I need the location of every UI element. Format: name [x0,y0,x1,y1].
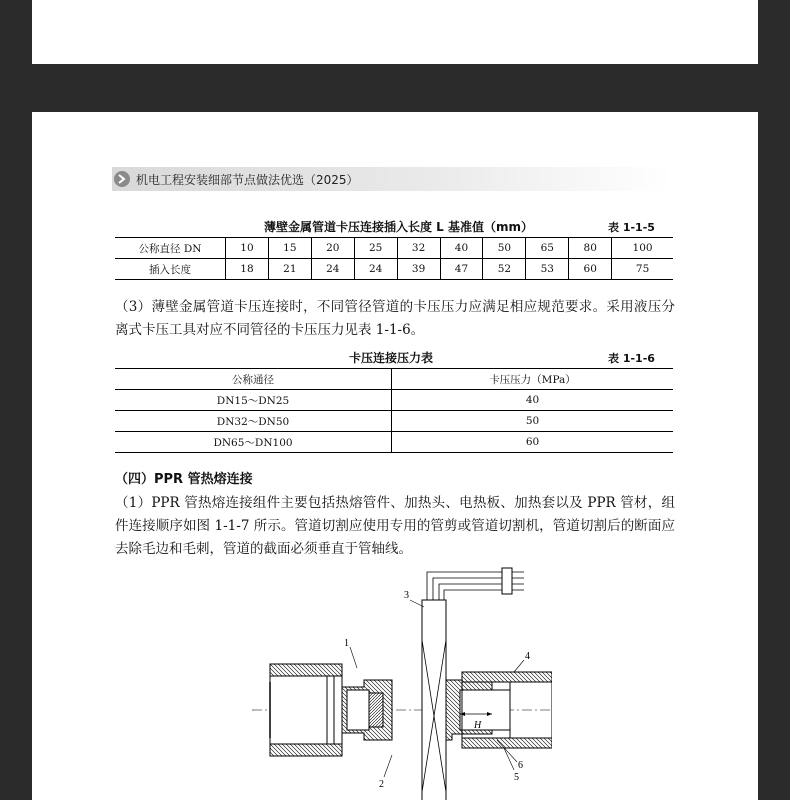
running-title: 机电工程安装细部节点做法优选（2025） [136,172,359,187]
heating-head [342,680,392,740]
table1-caption: 薄壁金属管道卡压连接插入长度 L 基准值（mm） [264,220,534,234]
paragraph-ppr-fusion: （1）PPR 管热熔连接组件主要包括热熔管件、加热头、电热板、加热套以及 PPR 管材，组件连接顺序如图 1-1-7 所示。管道切割应使用专用的管剪或管道切割机，管道切割后的断面应去除毛边和毛刺，管道的截面必须垂直于管轴线。 [115,495,675,557]
table1-cell: 47 [440,259,483,280]
arrow-right-icon [114,171,130,187]
table2-header-cell: 卡压压力（MPa） [392,369,674,390]
paragraph-kaya-pressure: （3）薄壁金属管道卡压连接时，不同管径管道的卡压压力应满足相应规范要求。采用液压分离式卡压工具对应不同管径的卡压压力见表 1-1-6。 [115,299,675,338]
table1-cell: 18 [226,259,269,280]
table1-row [115,238,673,259]
table1-cell: 100 [612,238,673,259]
table1-cell: 39 [397,259,440,280]
table1-cell: 53 [526,259,569,280]
figure-label-h: H [474,720,482,731]
table1-cell: 32 [397,238,440,259]
table2-cell: DN32～DN50 [115,411,392,432]
table2-header-row [115,369,673,390]
table-1-1-6 [115,368,673,453]
fitting-part [270,664,342,756]
table2-cell: 40 [392,390,674,411]
table1-cell: 50 [483,238,526,259]
table1-cell: 80 [569,238,612,259]
table2-row [115,390,673,411]
table2-cell: DN65～DN100 [115,432,392,453]
table1-number: 表 1-1-5 [608,221,655,234]
table1-cell: 20 [311,238,354,259]
section-heading: （四）PPR 管热熔连接 [115,472,253,487]
table1-cell: 25 [354,238,397,259]
table1-row [115,259,673,280]
document-page [32,112,758,800]
figure-label-5: 5 [514,772,519,783]
table1-cell: 15 [268,238,311,259]
table1-cell: 24 [354,259,397,280]
table1-cell: 65 [526,238,569,259]
table1-row-label: 公称直径 DN [115,238,226,259]
table1-cell: 10 [226,238,269,259]
table2-row [115,432,673,453]
figure-label-2: 2 [379,779,384,790]
table2-row [115,411,673,432]
figure-label-3: 3 [404,590,409,601]
table2-cell: DN15～DN25 [115,390,392,411]
table1-cell: 52 [483,259,526,280]
table-1-1-5 [115,237,673,280]
table1-cell: 60 [569,259,612,280]
table1-row-label: 插入长度 [115,259,226,280]
table2-number: 表 1-1-6 [608,352,655,365]
table2-cell: 50 [392,411,674,432]
running-header [112,167,672,191]
table1-cell: 24 [311,259,354,280]
figure-label-1: 1 [344,638,349,649]
ppr-fusion-diagram [252,562,552,800]
table1-cell: 21 [268,259,311,280]
table2-header-cell: 公称通径 [115,369,392,390]
table1-cell: 75 [635,263,650,275]
heating-sleeve [446,680,510,740]
table1-cell: 40 [440,238,483,259]
figure-label-4: 4 [525,651,530,662]
table2-caption: 卡压连接压力表 [349,351,434,365]
previous-page-bottom [32,0,758,64]
table2-cell: 60 [525,436,540,448]
figure-label-6: 6 [518,760,523,771]
